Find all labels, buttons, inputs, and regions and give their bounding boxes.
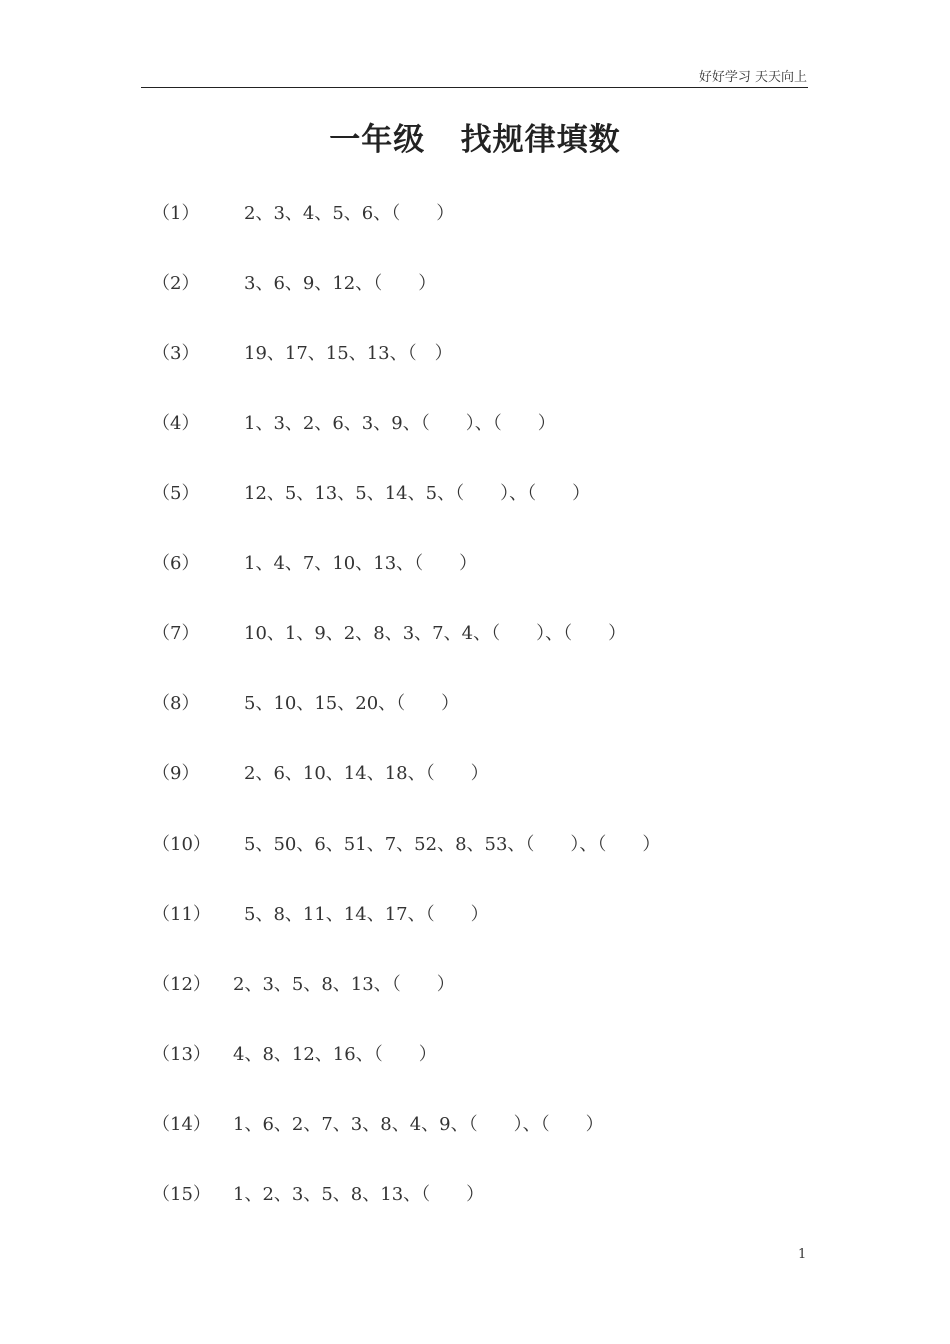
problem-number: （6）	[152, 553, 200, 574]
problem-item	[0, 619, 950, 649]
problem-sequence: 2、6、10、14、18、（ ）	[244, 763, 489, 784]
problem-sequence: 19、17、15、13、（ ）	[244, 343, 453, 364]
problem-item	[0, 1110, 950, 1140]
problem-number: （12）	[152, 974, 211, 995]
problem-sequence: 4、8、12、16、（ ）	[233, 1044, 437, 1065]
problem-item	[0, 970, 950, 1000]
page-number: 1	[798, 1247, 807, 1262]
problem-sequence: 2、3、5、8、13、（ ）	[233, 974, 455, 995]
problem-item	[0, 689, 950, 719]
problem-sequence: 1、4、7、10、13、（ ）	[244, 553, 478, 574]
problem-item	[0, 1180, 950, 1210]
problem-number: （11）	[152, 904, 211, 925]
problem-sequence: 5、10、15、20、（ ）	[244, 693, 460, 714]
problem-number: （14）	[152, 1114, 211, 1135]
problem-item	[0, 1040, 950, 1070]
problem-item	[0, 479, 950, 509]
problem-number: （2）	[152, 273, 200, 294]
problem-sequence: 1、3、2、6、3、9、（ ）、（ ）	[244, 413, 556, 434]
problem-number: （8）	[152, 693, 200, 714]
problem-sequence: 12、5、13、5、14、5、（ ）、（ ）	[244, 483, 591, 504]
problem-item	[0, 759, 950, 789]
problem-sequence: 10、1、9、2、8、3、7、4、（ ）、（ ）	[244, 623, 627, 644]
problem-number: （1）	[152, 203, 200, 224]
problem-item	[0, 269, 950, 299]
problem-item	[0, 900, 950, 930]
problem-sequence: 1、6、2、7、3、8、4、9、（ ）、（ ）	[233, 1114, 604, 1135]
problem-item	[0, 409, 950, 439]
problem-number: （10）	[152, 834, 211, 855]
problem-number: （4）	[152, 413, 200, 434]
problem-number: （5）	[152, 483, 200, 504]
problem-number: （9）	[152, 763, 200, 784]
problem-number: （7）	[152, 623, 200, 644]
header-motto: 好好学习 天天向上	[698, 70, 807, 85]
problem-item	[0, 549, 950, 579]
problem-item	[0, 199, 950, 229]
problem-sequence: 5、8、11、14、17、（ ）	[244, 904, 489, 925]
problem-item	[0, 339, 950, 369]
problem-number: （15）	[152, 1184, 211, 1205]
problem-sequence: 3、6、9、12、（ ）	[244, 273, 437, 294]
header-divider	[141, 87, 808, 88]
problem-sequence: 5、50、6、51、7、52、8、53、（ ）、（ ）	[244, 834, 661, 855]
problem-number: （13）	[152, 1044, 211, 1065]
page-title: 一年级 找规律填数	[329, 122, 621, 158]
problem-sequence: 1、2、3、5、8、13、（ ）	[233, 1184, 485, 1205]
problem-sequence: 2、3、4、5、6、（ ）	[244, 203, 455, 224]
problem-number: （3）	[152, 343, 200, 364]
problem-item	[0, 830, 950, 860]
